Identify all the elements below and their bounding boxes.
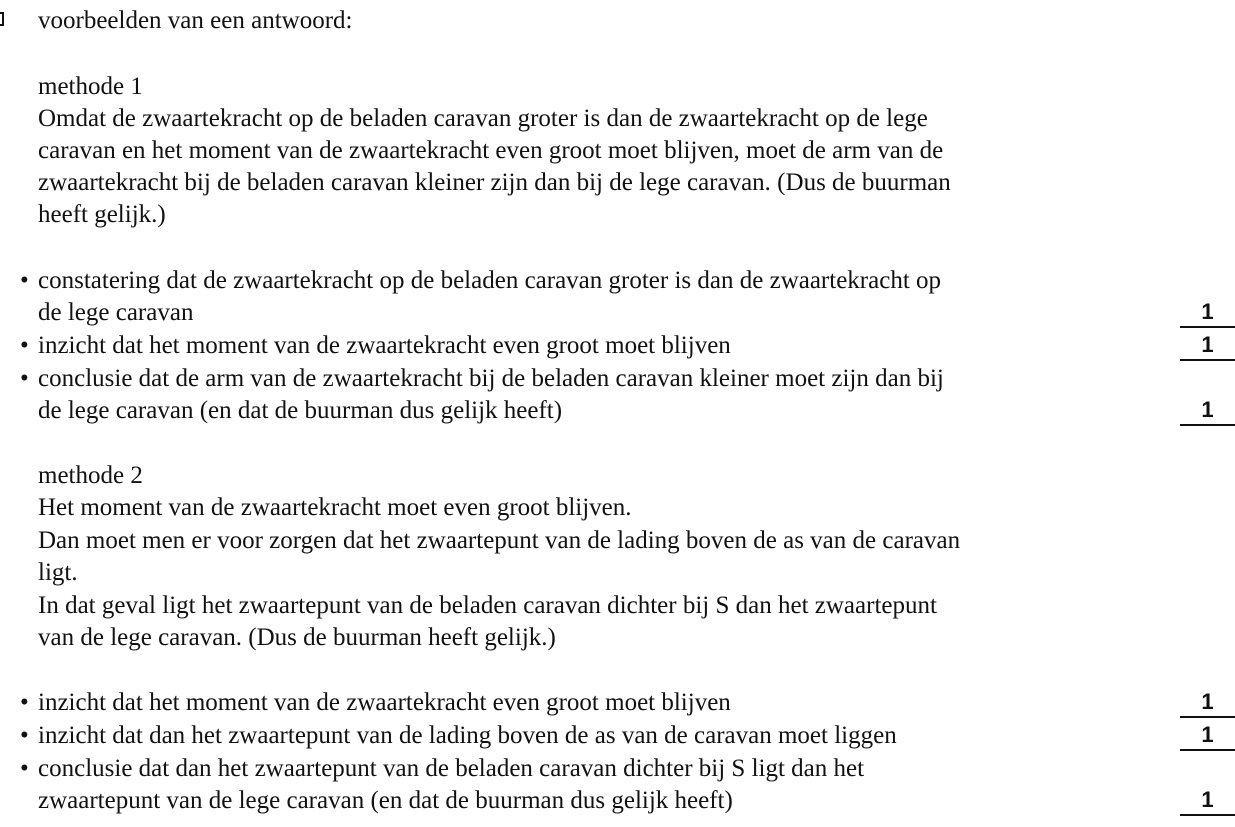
method2-title: methode 2	[38, 462, 143, 489]
bullet-icon: •	[20, 332, 29, 359]
method2-text-line: Dan moet men er voor zorgen dat het zwaartepunt van de lading boven de as van de caravan	[38, 527, 961, 554]
intro-text: voorbeelden van een antwoord:	[38, 7, 353, 34]
method1-criterion-2-line: inzicht dat het moment van de zwaartekracht even groot moet blijven	[38, 332, 731, 359]
method2-text-line: Het moment van de zwaartekracht moet even groot blijven.	[38, 494, 632, 521]
bullet-icon: •	[20, 365, 29, 392]
score-box: 1	[1180, 396, 1235, 426]
method2-text-line: In dat geval ligt het zwaartepunt van de beladen caravan dichter bij S dan het zwaartepunt	[38, 592, 937, 619]
method1-text-line: heeft gelijk.)	[38, 201, 166, 228]
method2-criterion-1-line: inzicht dat het moment van de zwaartekracht even groot moet blijven	[38, 689, 731, 716]
method1-title: methode 1	[38, 73, 143, 100]
method1-criterion-3-line: de lege caravan (en dat de buurman dus gelijk heeft)	[38, 397, 563, 424]
score-box: 1	[1180, 688, 1235, 718]
method2-text-line: van de lege caravan. (Dus de buurman heeft gelijk.)	[38, 624, 556, 651]
score-box: 1	[1180, 786, 1235, 816]
method1-criterion-1-line: de lege caravan	[38, 299, 194, 326]
method2-criterion-3-line: zwaartepunt van de lege caravan (en dat de buurman dus gelijk heeft)	[38, 787, 733, 814]
score-box: 1	[1180, 331, 1235, 361]
method1-text-line: zwaartekracht bij de beladen caravan kleiner zijn dan bij de lege caravan. (Dus de buurman	[38, 169, 951, 196]
method2-criterion-3-line: conclusie dat dan het zwaartepunt van de beladen caravan dichter bij S ligt dan het	[38, 755, 865, 782]
score-box: 1	[1180, 298, 1235, 328]
score-box: 1	[1180, 721, 1235, 751]
bullet-icon: •	[20, 755, 29, 782]
bullet-icon: •	[20, 267, 29, 294]
bullet-icon: •	[20, 722, 29, 749]
checkbox-icon	[0, 12, 4, 26]
method1-text-line: caravan en het moment van de zwaartekracht even groot moet blijven, moet de arm van de	[38, 137, 944, 164]
method1-criterion-1-line: constatering dat de zwaartekracht op de beladen caravan groter is dan de zwaartekracht op	[38, 267, 942, 294]
method1-criterion-3-line: conclusie dat de arm van de zwaartekracht bij de beladen caravan kleiner moet zijn dan bij	[38, 365, 944, 392]
method2-text-line: ligt.	[38, 559, 78, 586]
method1-text-line: Omdat de zwaartekracht op de beladen caravan groter is dan de zwaartekracht op de lege	[38, 105, 928, 132]
bullet-icon: •	[20, 689, 29, 716]
method2-criterion-2-line: inzicht dat dan het zwaartepunt van de lading boven de as van de caravan moet liggen	[38, 722, 897, 749]
